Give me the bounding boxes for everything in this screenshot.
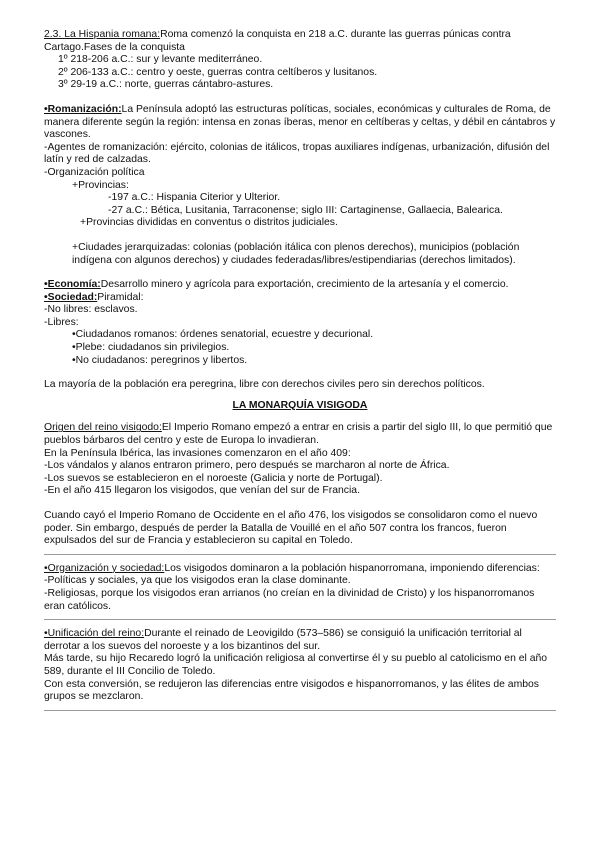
provincias-item-2: -27 a.C.: Bética, Lusitania, Tarraconense; siglo III: Cartaginense, Gallaecia, Balearica. xyxy=(108,204,503,216)
provincias-label: +Provincias: xyxy=(72,179,129,191)
economia-paragraph xyxy=(44,279,556,292)
conventus-text: +Provincias divididas en conventus o distritos judiciales. xyxy=(80,217,338,229)
sociedad-text: Piramidal: xyxy=(97,291,144,303)
cayo-paragraph: Cuando cayó el Imperio Romano de Occidente en el año 476, los visigodos se consolidaron como el nuevo poder. Sin embargo, después de perder la Batalla de Vouillé en el año 507 contra los francos, fueron expulsados del sur de Francia y establecieron su capital en Toledo. xyxy=(44,510,538,547)
organizacion-paragraph xyxy=(44,563,556,576)
mayoria-text: La mayoría de la población era peregrina, libre con derechos civiles pero sin derechos políticos. xyxy=(44,379,485,391)
organizacion-heading: •Organización y sociedad: xyxy=(44,562,165,574)
no-libres-text: -No libres: esclavos. xyxy=(44,304,138,316)
provincias-item-1: -197 a.C.: Hispania Citerior y Ulterior. xyxy=(108,192,281,204)
phase-2: 2º 206-133 a.C.: centro y oeste, guerras contra celtíberos y lusitanos. xyxy=(58,66,378,78)
economia-text: Desarrollo minero y agrícola para exportación, crecimiento de la artesanía y el comercio. xyxy=(100,279,509,291)
romanizacion-heading: •Romanización: xyxy=(44,103,122,115)
phase-3: 3º 29-19 a.C.: norte, guerras cántabro-astures. xyxy=(58,79,274,91)
divider-2 xyxy=(44,619,556,620)
ciudades-text: +Ciudades jerarquizadas: colonias (población itálica con plenos derechos), municipios (población indígena con algunos derechos) y ciudades federadas/libres/estipendiarias (derechos limitados). xyxy=(72,241,520,266)
document-page xyxy=(44,29,556,719)
romanizacion-org: -Organización política xyxy=(44,166,145,178)
organizacion-text: Los visigodos dominaron a la población hispanorromana, imponiendo diferencias: xyxy=(164,562,540,574)
phase-1: 1º 218-206 a.C.: sur y levante mediterráneo. xyxy=(58,54,263,66)
hispania-intro-text: Roma comenzó la conquista en 218 a.C. durante las guerras púnicas contra Cartago.Fases de la conquista xyxy=(44,29,511,53)
hispania-heading: 2.3. La Hispania romana: xyxy=(44,29,161,40)
conversion-text: Con esta conversión, se redujeron las diferencias entre visigodos e hispanorromanos, y las élites de ambos grupos se mezclaron. xyxy=(44,678,539,703)
origen-heading: Origen del reino visigodo: xyxy=(44,422,162,434)
sociedad-heading: •Sociedad: xyxy=(44,291,98,303)
hispania-intro xyxy=(44,29,556,54)
monarquia-title: LA MONARQUÍA VISIGODA xyxy=(232,399,368,411)
recaredo-text: Más tarde, su hijo Recaredo logró la unificación religiosa al convertirse él y su pueblo al catolicismo en el año 589, durante el III Concilio de Toledo. xyxy=(44,653,548,677)
invasion-item-3: -En el año 415 llegaron los visigodos, que venían del sur de Francia. xyxy=(44,485,360,497)
divider-3 xyxy=(44,710,556,711)
libres-text: -Libres: xyxy=(44,316,79,328)
divider-1 xyxy=(44,554,556,555)
unificacion-text: Durante el reinado de Leovigildo (573–586) se consiguió la unificación territorial al derrotar a los suevos del noroeste y a los bizantinos del sur. xyxy=(44,628,522,652)
romanizacion-agents: -Agentes de romanización: ejército, colonias de itálicos, tropas auxiliares indígenas, urbanización, difusión del latín y red de calzadas. xyxy=(44,141,550,166)
unificacion-heading: •Unificación del reino: xyxy=(44,628,145,640)
sociedad-paragraph xyxy=(44,292,556,305)
sociedad-item-3: •No ciudadanos: peregrinos y libertos. xyxy=(72,354,248,366)
invasion-item-1: -Los vándalos y alanos entraron primero, pero después se marcharon al norte de África. xyxy=(44,460,450,472)
sociedad-item-2: •Plebe: ciudadanos sin privilegios. xyxy=(72,342,230,354)
sociedad-item-1: •Ciudadanos romanos: órdenes senatorial, ecuestre y decurional. xyxy=(72,329,374,341)
origen-text: El Imperio Romano empezó a entrar en crisis a partir del siglo III, lo que permitió que pueblos bárbaros del centro y este de Europa lo invadieran. xyxy=(44,422,553,447)
unificacion-paragraph xyxy=(44,628,556,653)
romanizacion-paragraph xyxy=(44,104,556,142)
organizacion-item-1: -Políticas y sociales, ya que los visigodos eran la clase dominante. xyxy=(44,575,351,587)
romanizacion-text: La Península adoptó las estructuras políticas, sociales, económicas y culturales de Roma, de manera diferente según la región: intensa en zonas íberas, menor en celtíberas y celtas, y débil en cántabros y vascones. xyxy=(44,103,556,141)
invasiones-text: En la Península Ibérica, las invasiones comenzaron en el año 409: xyxy=(44,447,351,459)
origen-paragraph xyxy=(44,422,556,447)
organizacion-item-2: -Religiosas, porque los visigodos eran arrianos (no creían en la divinidad de Cristo) y los hispanorromanos eran católicos. xyxy=(44,587,535,612)
invasion-item-2: -Los suevos se establecieron en el noroeste (Galicia y norte de Portugal). xyxy=(44,472,383,484)
economia-heading: •Economía: xyxy=(44,279,101,291)
